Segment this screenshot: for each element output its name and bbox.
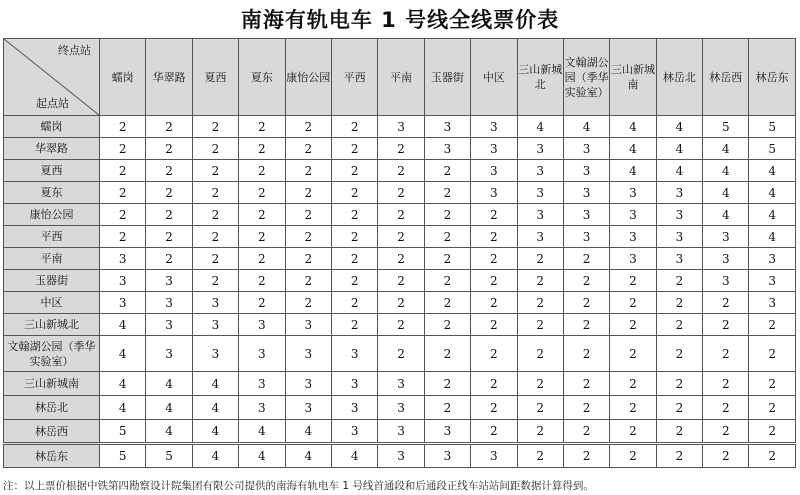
fare-cell: 3 bbox=[285, 314, 331, 336]
fare-cell: 2 bbox=[378, 226, 424, 248]
footnote: 注：以上票价根据中铁第四勘察设计院集团有限公司提供的南海有轨电车 1 号线首通段和后通段正线车站站间距数据计算得到。 bbox=[3, 480, 594, 492]
page-title: 南海有轨电车 1 号线全线票价表 bbox=[240, 8, 560, 32]
fare-cell: 2 bbox=[239, 138, 285, 160]
fare-cell: 2 bbox=[517, 314, 563, 336]
fare-cell: 3 bbox=[285, 372, 331, 396]
fare-cell: 2 bbox=[563, 444, 609, 468]
fare-cell: 2 bbox=[563, 270, 609, 292]
column-header-end-station: 平南 bbox=[378, 39, 424, 116]
fare-cell: 2 bbox=[239, 292, 285, 314]
fare-cell: 4 bbox=[563, 116, 609, 138]
fare-cell: 2 bbox=[656, 314, 702, 336]
column-header-end-station: 平西 bbox=[331, 39, 377, 116]
fare-cell: 3 bbox=[656, 204, 702, 226]
fare-cell: 2 bbox=[471, 336, 517, 372]
fare-cell: 2 bbox=[703, 444, 749, 468]
fare-cell: 3 bbox=[610, 226, 656, 248]
fare-cell: 2 bbox=[517, 336, 563, 372]
fare-cell: 3 bbox=[610, 204, 656, 226]
fare-cell: 2 bbox=[703, 292, 749, 314]
fare-cell: 2 bbox=[100, 138, 146, 160]
fare-cell: 2 bbox=[331, 248, 377, 270]
fare-cell: 3 bbox=[285, 336, 331, 372]
fare-cell: 3 bbox=[517, 204, 563, 226]
row-header-start-station: 林岳东 bbox=[4, 444, 100, 468]
fare-cell: 2 bbox=[749, 420, 795, 444]
fare-cell: 4 bbox=[285, 444, 331, 468]
fare-cell: 2 bbox=[563, 420, 609, 444]
fare-cell: 4 bbox=[749, 160, 795, 182]
table-row bbox=[4, 116, 796, 138]
fare-cell: 3 bbox=[146, 336, 192, 372]
fare-cell: 3 bbox=[424, 116, 470, 138]
fare-cell: 2 bbox=[517, 444, 563, 468]
fare-cell: 2 bbox=[146, 226, 192, 248]
fare-cell: 2 bbox=[517, 396, 563, 420]
fare-cell: 3 bbox=[331, 396, 377, 420]
table-row bbox=[4, 420, 796, 444]
fare-cell: 3 bbox=[517, 182, 563, 204]
fare-cell: 2 bbox=[239, 226, 285, 248]
column-header-end-station: 蠕岗 bbox=[100, 39, 146, 116]
fare-cell: 2 bbox=[378, 314, 424, 336]
fare-cell: 3 bbox=[563, 182, 609, 204]
row-header-start-station: 康怡公园 bbox=[4, 204, 100, 226]
fare-cell: 2 bbox=[331, 314, 377, 336]
fare-cell: 2 bbox=[656, 336, 702, 372]
fare-cell: 2 bbox=[610, 444, 656, 468]
column-header-end-station: 林岳西 bbox=[703, 39, 749, 116]
fare-cell: 2 bbox=[100, 226, 146, 248]
fare-cell: 3 bbox=[656, 248, 702, 270]
row-header-start-station: 玉器街 bbox=[4, 270, 100, 292]
corner-cell bbox=[4, 39, 100, 116]
fare-cell: 2 bbox=[378, 336, 424, 372]
fare-cell: 3 bbox=[100, 270, 146, 292]
fare-cell: 2 bbox=[239, 270, 285, 292]
fare-cell: 3 bbox=[239, 372, 285, 396]
fare-cell: 3 bbox=[656, 226, 702, 248]
fare-cell: 4 bbox=[100, 372, 146, 396]
fare-cell: 3 bbox=[378, 420, 424, 444]
fare-cell: 3 bbox=[610, 182, 656, 204]
fare-cell: 4 bbox=[610, 160, 656, 182]
fare-cell: 4 bbox=[656, 138, 702, 160]
fare-cell: 2 bbox=[100, 116, 146, 138]
table-row bbox=[4, 396, 796, 420]
fare-cell: 2 bbox=[749, 372, 795, 396]
fare-cell: 2 bbox=[749, 336, 795, 372]
fare-cell: 3 bbox=[100, 292, 146, 314]
fare-cell: 2 bbox=[192, 248, 238, 270]
table-row bbox=[4, 372, 796, 396]
fare-cell: 2 bbox=[471, 314, 517, 336]
fare-cell: 3 bbox=[331, 420, 377, 444]
fare-cell: 2 bbox=[192, 270, 238, 292]
column-header-end-station: 三山新城南 bbox=[610, 39, 656, 116]
header-row bbox=[4, 39, 796, 116]
fare-cell: 3 bbox=[424, 420, 470, 444]
fare-cell: 3 bbox=[424, 138, 470, 160]
table-row bbox=[4, 248, 796, 270]
fare-cell: 2 bbox=[378, 138, 424, 160]
fare-cell: 3 bbox=[563, 138, 609, 160]
fare-cell: 2 bbox=[146, 138, 192, 160]
fare-cell: 2 bbox=[656, 292, 702, 314]
fare-cell: 3 bbox=[471, 444, 517, 468]
fare-cell: 3 bbox=[146, 270, 192, 292]
fare-cell: 2 bbox=[610, 420, 656, 444]
fare-cell: 2 bbox=[517, 420, 563, 444]
fare-cell: 2 bbox=[285, 138, 331, 160]
fare-cell: 2 bbox=[285, 182, 331, 204]
fare-cell: 3 bbox=[378, 372, 424, 396]
fare-cell: 5 bbox=[749, 116, 795, 138]
fare-cell: 4 bbox=[331, 444, 377, 468]
fare-cell: 2 bbox=[424, 248, 470, 270]
fare-cell: 2 bbox=[749, 444, 795, 468]
fare-cell: 2 bbox=[146, 248, 192, 270]
table-row bbox=[4, 204, 796, 226]
fare-cell: 2 bbox=[378, 182, 424, 204]
fare-cell: 4 bbox=[239, 420, 285, 444]
fare-cell: 5 bbox=[100, 420, 146, 444]
fare-cell: 5 bbox=[100, 444, 146, 468]
fare-cell: 2 bbox=[471, 248, 517, 270]
fare-cell: 4 bbox=[100, 314, 146, 336]
fare-cell: 2 bbox=[749, 396, 795, 420]
fare-cell: 4 bbox=[610, 138, 656, 160]
row-header-start-station: 三山新城北 bbox=[4, 314, 100, 336]
fare-cell: 4 bbox=[100, 396, 146, 420]
fare-cell: 2 bbox=[517, 372, 563, 396]
fare-cell: 3 bbox=[378, 444, 424, 468]
fare-cell: 3 bbox=[703, 226, 749, 248]
table-row bbox=[4, 160, 796, 182]
fare-cell: 5 bbox=[749, 138, 795, 160]
fare-cell: 2 bbox=[146, 182, 192, 204]
fare-cell: 2 bbox=[146, 116, 192, 138]
fare-cell: 2 bbox=[424, 396, 470, 420]
fare-cell: 2 bbox=[331, 226, 377, 248]
fare-cell: 2 bbox=[331, 270, 377, 292]
start-station-label: 起点站 bbox=[36, 97, 69, 110]
fare-cell: 2 bbox=[378, 292, 424, 314]
fare-cell: 2 bbox=[563, 292, 609, 314]
table-row bbox=[4, 226, 796, 248]
fare-cell: 2 bbox=[656, 372, 702, 396]
fare-cell: 4 bbox=[146, 420, 192, 444]
fare-cell: 3 bbox=[703, 248, 749, 270]
column-header-end-station: 文翰湖公园（季华实验室） bbox=[563, 39, 609, 116]
fare-cell: 3 bbox=[100, 248, 146, 270]
fare-cell: 3 bbox=[424, 444, 470, 468]
fare-cell: 3 bbox=[146, 292, 192, 314]
fare-cell: 4 bbox=[192, 444, 238, 468]
fare-cell: 2 bbox=[563, 336, 609, 372]
fare-cell: 3 bbox=[192, 292, 238, 314]
fare-cell: 2 bbox=[424, 160, 470, 182]
fare-cell: 3 bbox=[331, 336, 377, 372]
fare-cell: 2 bbox=[285, 248, 331, 270]
fare-cell: 2 bbox=[192, 204, 238, 226]
fare-cell: 2 bbox=[331, 182, 377, 204]
fare-cell: 3 bbox=[749, 248, 795, 270]
fare-cell: 2 bbox=[703, 314, 749, 336]
fare-cell: 2 bbox=[239, 248, 285, 270]
row-header-start-station: 林岳西 bbox=[4, 420, 100, 444]
column-header-end-station: 林岳北 bbox=[656, 39, 702, 116]
fare-cell: 2 bbox=[563, 372, 609, 396]
fare-cell: 4 bbox=[703, 182, 749, 204]
fare-cell: 2 bbox=[239, 182, 285, 204]
row-header-start-station: 夏东 bbox=[4, 182, 100, 204]
fare-cell: 2 bbox=[285, 204, 331, 226]
row-header-start-station: 华翠路 bbox=[4, 138, 100, 160]
fare-cell: 3 bbox=[331, 372, 377, 396]
fare-cell: 3 bbox=[517, 226, 563, 248]
fare-cell: 4 bbox=[192, 396, 238, 420]
fare-cell: 2 bbox=[285, 116, 331, 138]
fare-cell: 2 bbox=[424, 270, 470, 292]
fare-cell: 4 bbox=[656, 116, 702, 138]
table-body bbox=[4, 116, 796, 468]
column-header-end-station: 夏东 bbox=[239, 39, 285, 116]
row-header-start-station: 三山新城南 bbox=[4, 372, 100, 396]
fare-cell: 2 bbox=[192, 116, 238, 138]
end-station-label: 终点站 bbox=[58, 44, 91, 57]
fare-cell: 4 bbox=[703, 138, 749, 160]
fare-cell: 2 bbox=[331, 292, 377, 314]
fare-cell: 2 bbox=[471, 372, 517, 396]
fare-cell: 2 bbox=[192, 160, 238, 182]
fare-cell: 2 bbox=[331, 204, 377, 226]
fare-cell: 2 bbox=[610, 336, 656, 372]
fare-cell: 2 bbox=[239, 116, 285, 138]
fare-cell: 2 bbox=[563, 248, 609, 270]
fare-cell: 5 bbox=[703, 116, 749, 138]
fare-cell: 2 bbox=[656, 396, 702, 420]
fare-cell: 3 bbox=[517, 138, 563, 160]
fare-cell: 2 bbox=[100, 204, 146, 226]
fare-cell: 2 bbox=[610, 396, 656, 420]
fare-cell: 4 bbox=[239, 444, 285, 468]
fare-cell: 2 bbox=[703, 396, 749, 420]
row-header-start-station: 文翰湖公园（季华实验室） bbox=[4, 336, 100, 372]
fare-cell: 4 bbox=[100, 336, 146, 372]
fare-cell: 2 bbox=[378, 160, 424, 182]
row-header-start-station: 中区 bbox=[4, 292, 100, 314]
fare-cell: 2 bbox=[471, 420, 517, 444]
fare-cell: 2 bbox=[749, 314, 795, 336]
fare-cell: 2 bbox=[656, 444, 702, 468]
fare-cell: 2 bbox=[610, 292, 656, 314]
fare-cell: 2 bbox=[471, 396, 517, 420]
fare-cell: 3 bbox=[285, 396, 331, 420]
row-header-start-station: 平西 bbox=[4, 226, 100, 248]
fare-cell: 2 bbox=[192, 182, 238, 204]
fare-cell: 2 bbox=[192, 226, 238, 248]
fare-cell: 2 bbox=[100, 182, 146, 204]
fare-cell: 2 bbox=[331, 138, 377, 160]
fare-cell: 5 bbox=[146, 444, 192, 468]
fare-cell: 2 bbox=[192, 138, 238, 160]
fare-cell: 2 bbox=[424, 182, 470, 204]
fare-cell: 2 bbox=[471, 292, 517, 314]
fare-cell: 2 bbox=[239, 204, 285, 226]
fare-cell: 2 bbox=[378, 248, 424, 270]
fare-cell: 2 bbox=[331, 160, 377, 182]
column-header-end-station: 玉器街 bbox=[424, 39, 470, 116]
fare-cell: 4 bbox=[610, 116, 656, 138]
fare-cell: 2 bbox=[563, 314, 609, 336]
fare-cell: 2 bbox=[517, 270, 563, 292]
fare-cell: 3 bbox=[610, 248, 656, 270]
fare-cell: 3 bbox=[471, 160, 517, 182]
fare-cell: 4 bbox=[703, 204, 749, 226]
fare-cell: 2 bbox=[471, 270, 517, 292]
table-row bbox=[4, 444, 796, 468]
fare-cell: 2 bbox=[517, 248, 563, 270]
fare-cell: 3 bbox=[656, 182, 702, 204]
fare-cell: 2 bbox=[471, 204, 517, 226]
fare-cell: 3 bbox=[239, 314, 285, 336]
fare-cell: 2 bbox=[378, 270, 424, 292]
fare-cell: 2 bbox=[703, 420, 749, 444]
fare-cell: 2 bbox=[703, 336, 749, 372]
fare-cell: 2 bbox=[656, 420, 702, 444]
fare-cell: 3 bbox=[517, 160, 563, 182]
fare-cell: 3 bbox=[749, 270, 795, 292]
fare-cell: 2 bbox=[285, 292, 331, 314]
fare-cell: 2 bbox=[100, 160, 146, 182]
fare-cell: 4 bbox=[192, 372, 238, 396]
fare-cell: 3 bbox=[471, 182, 517, 204]
fare-cell: 2 bbox=[378, 204, 424, 226]
table-row bbox=[4, 138, 796, 160]
fare-cell: 3 bbox=[378, 116, 424, 138]
column-header-end-station: 三山新城北 bbox=[517, 39, 563, 116]
fare-cell: 2 bbox=[285, 226, 331, 248]
fare-cell: 3 bbox=[239, 336, 285, 372]
table-row bbox=[4, 182, 796, 204]
fare-cell: 2 bbox=[285, 270, 331, 292]
table-row bbox=[4, 314, 796, 336]
fare-cell: 3 bbox=[146, 314, 192, 336]
fare-cell: 3 bbox=[239, 396, 285, 420]
fare-cell: 3 bbox=[563, 226, 609, 248]
column-header-end-station: 华翠路 bbox=[146, 39, 192, 116]
column-header-end-station: 中区 bbox=[471, 39, 517, 116]
column-header-end-station: 夏西 bbox=[192, 39, 238, 116]
fare-cell: 2 bbox=[424, 226, 470, 248]
fare-cell: 2 bbox=[331, 116, 377, 138]
row-header-start-station: 林岳北 bbox=[4, 396, 100, 420]
table-row bbox=[4, 292, 796, 314]
fare-cell: 4 bbox=[749, 226, 795, 248]
fare-cell: 3 bbox=[378, 396, 424, 420]
fare-table bbox=[3, 38, 796, 468]
fare-cell: 2 bbox=[563, 396, 609, 420]
fare-cell: 3 bbox=[192, 336, 238, 372]
fare-cell: 4 bbox=[703, 160, 749, 182]
column-header-end-station: 林岳东 bbox=[749, 39, 795, 116]
fare-cell: 2 bbox=[424, 314, 470, 336]
table-row bbox=[4, 336, 796, 372]
fare-cell: 2 bbox=[610, 372, 656, 396]
fare-cell: 2 bbox=[517, 292, 563, 314]
fare-cell: 2 bbox=[424, 336, 470, 372]
row-header-start-station: 夏西 bbox=[4, 160, 100, 182]
fare-cell: 2 bbox=[239, 160, 285, 182]
fare-cell: 2 bbox=[146, 160, 192, 182]
fare-cell: 2 bbox=[471, 226, 517, 248]
fare-cell: 2 bbox=[424, 204, 470, 226]
column-header-end-station: 康怡公园 bbox=[285, 39, 331, 116]
fare-cell: 2 bbox=[610, 314, 656, 336]
fare-cell: 2 bbox=[703, 372, 749, 396]
table-row bbox=[4, 270, 796, 292]
fare-cell: 2 bbox=[146, 204, 192, 226]
fare-cell: 3 bbox=[471, 138, 517, 160]
fare-cell: 2 bbox=[656, 270, 702, 292]
fare-cell: 3 bbox=[471, 116, 517, 138]
fare-cell: 3 bbox=[563, 204, 609, 226]
fare-cell: 3 bbox=[192, 314, 238, 336]
row-header-start-station: 蠕岗 bbox=[4, 116, 100, 138]
fare-cell: 4 bbox=[146, 396, 192, 420]
fare-cell: 2 bbox=[424, 372, 470, 396]
fare-cell: 4 bbox=[517, 116, 563, 138]
fare-cell: 4 bbox=[146, 372, 192, 396]
fare-cell: 4 bbox=[749, 182, 795, 204]
fare-cell: 3 bbox=[749, 292, 795, 314]
fare-cell: 2 bbox=[610, 270, 656, 292]
fare-cell: 2 bbox=[285, 160, 331, 182]
row-header-start-station: 平南 bbox=[4, 248, 100, 270]
fare-cell: 3 bbox=[563, 160, 609, 182]
fare-cell: 3 bbox=[703, 270, 749, 292]
fare-cell: 4 bbox=[285, 420, 331, 444]
fare-cell: 4 bbox=[749, 204, 795, 226]
fare-cell: 4 bbox=[656, 160, 702, 182]
fare-cell: 2 bbox=[424, 292, 470, 314]
fare-cell: 4 bbox=[192, 420, 238, 444]
